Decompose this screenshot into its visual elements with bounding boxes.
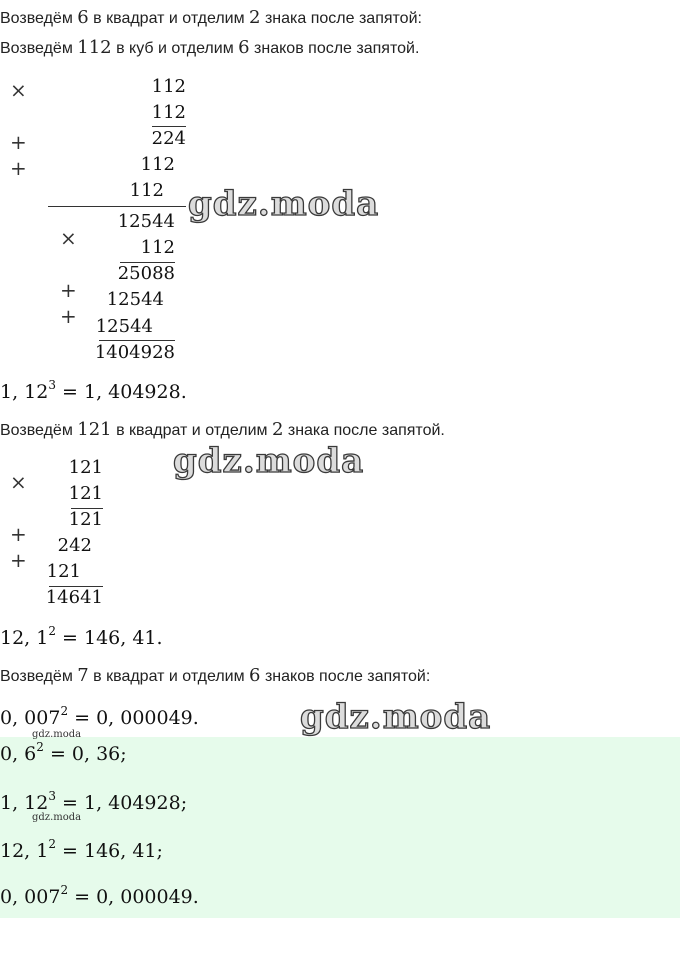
text: Возведём [0,422,78,439]
result-cube-1-12 [0,378,187,403]
watermark-small: gdz.moda [32,729,82,740]
base: 0, 007 [0,707,61,729]
base: 0, 007 [0,886,61,908]
equals: = 1, 404928; [56,792,188,814]
intro-line-1 [0,8,422,29]
product: 12544 [117,211,175,232]
divider [152,126,186,127]
answer-line-4 [0,883,199,908]
plus-sign: + [10,548,27,572]
factor: 112 [151,76,186,97]
watermark-logo: gdz.moda [188,184,380,224]
multiply-sign: × [10,470,27,494]
intro-line-2 [0,38,419,59]
number: 2 [249,7,261,28]
exponent: 2 [48,837,56,851]
exponent: 2 [60,883,69,897]
number: 6 [238,37,250,58]
equals: = 1, 404928. [56,381,187,403]
text: Возведём [0,668,78,685]
number: 7 [77,665,89,686]
equals: = 146, 41; [56,840,163,862]
product: 14641 [45,587,103,608]
number: 6 [77,7,89,28]
product: 1404928 [94,342,175,363]
multiply-sign: × [10,78,27,102]
answer-line-1 [0,740,127,765]
text: в квадрат и отделим [111,422,272,439]
divider [99,340,175,341]
equals: = 0, 000049. [68,886,199,908]
text: в куб и отделим [111,40,239,57]
watermark-logo: gdz.moda [300,697,492,737]
exponent: 3 [48,789,56,803]
divider [48,206,186,207]
plus-sign: + [10,156,27,180]
number: 112 [77,37,112,58]
answer-line-3 [0,837,163,862]
partial-product: 224 [151,128,186,149]
plus-sign: + [10,522,27,546]
watermark-small: gdz.moda [32,812,82,823]
instruction-line-7 [0,666,430,687]
equals: = 146, 41. [56,627,163,649]
multiply-sign: × [60,226,77,250]
text: Возведём [0,40,78,57]
instruction-line-121 [0,420,445,441]
text: знаков после запятой. [249,40,420,57]
factor: 112 [151,102,186,123]
partial-product: 121 [46,561,81,582]
number: 2 [271,419,284,440]
number: 121 [77,419,112,440]
equals: = 0, 36; [43,743,127,765]
partial-product: 25088 [117,263,175,284]
base: 12, 1 [0,627,49,649]
base: 1, 12 [0,792,49,814]
base: 1, 12 [0,381,49,403]
partial-product: 12544 [106,289,164,310]
text: знаков после запятой: [260,668,431,685]
partial-product: 242 [57,535,92,556]
equals: = 0, 000049. [68,707,199,729]
plus-sign: + [60,304,77,328]
exponent: 2 [36,740,44,754]
result-square-0-007 [0,704,199,729]
number: 6 [249,665,261,686]
watermark-logo: gdz.moda [173,441,365,481]
answer-line-2 [0,789,188,814]
partial-product: 112 [129,180,164,201]
factor: 121 [68,483,103,504]
plus-sign: + [60,278,77,302]
factor: 121 [68,457,103,478]
exponent: 3 [48,378,56,392]
text: Возведём [0,10,78,27]
base: 0, 6 [0,743,37,765]
exponent: 2 [60,704,69,718]
text: в квадрат и отделим [88,668,250,685]
text: в квадрат и отделим [88,10,250,27]
partial-product: 12544 [95,316,153,337]
text: знака после запятой: [260,10,422,27]
plus-sign: + [10,130,27,154]
exponent: 2 [48,624,56,638]
factor: 112 [140,237,175,258]
result-square-12-1 [0,624,163,649]
text: знака после запятой. [283,422,445,439]
base: 12, 1 [0,840,49,862]
partial-product: 121 [68,509,103,530]
partial-product: 112 [140,154,175,175]
